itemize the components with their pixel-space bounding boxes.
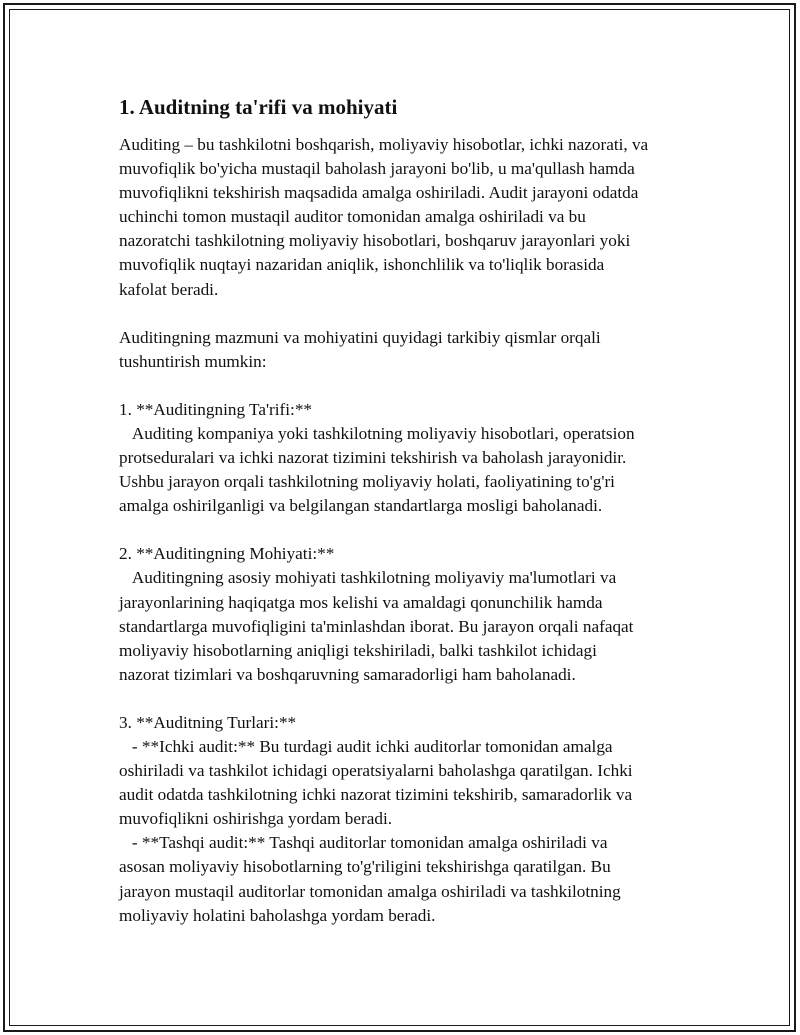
section-body-definition: Auditing kompaniya yoki tashkilotning moliyaviy hisobotlari, operatsion protseduralari va ichki nazorat tizimini tekshirish va baholash jarayonidir. Ushbu jarayon orqali tashkilotning moliyaviy holati, faoliyatining to'g'ri amalga oshirilganligi va belgilangan standartlarga mosligi baholanadi. — [119, 423, 635, 516]
section-body-essence: Auditingning asosiy mohiyati tashkilotning moliyaviy ma'lumotlari va jarayonlarining haqiqatga mos kelishi va amaldagi qonunchilik hamda standartlarga muvofiqligini ta'minlashdan iborat. Bu jarayon orqali nafaqat moliyaviy hisobotlarning aniqligi tekshiriladi, balki tashkilot ichidagi nazorat tizimlari va boshqaruvning samaradorligi ham baholanadi. — [119, 568, 634, 684]
lead-paragraph: Auditingning mazmuni va mohiyatini quyidagi tarkibiy qismlar orqali tushuntirish mumkin: — [119, 327, 601, 371]
paragraph-gap — [119, 374, 709, 398]
paragraph-gap — [119, 302, 709, 326]
paragraph-gap — [119, 518, 709, 542]
section-heading-types: 3. **Auditning Turlari:** — [119, 712, 297, 732]
section-heading-definition: 1. **Auditingning Ta'rifi:** — [119, 399, 313, 419]
section-body-types: - **Ichki audit:** Bu turdagi audit ichki auditorlar tomonidan amalga oshiriladi va tashkilot ichidagi operatsiyalarni baholashga qaratilgan. Ichki audit odatda tashkilotning ichki nazorat tizimini tekshirib, samaradorlik va muvofiqlikni oshirishga yordam beradi. - **Tashqi audit:** Tashqi auditorlar tomonidan amalga oshiriladi va asosan moliyaviy hisobotlarning to'g'riligini tekshirishga qaratilgan. Bu jarayon mustaqil auditorlar tomonidan amalga oshiriladi va tashkilotning moliyaviy holatini baholashga yordam beradi. — [119, 736, 633, 925]
section-heading-essence: 2. **Auditingning Mohiyati:** — [119, 544, 335, 564]
document-body — [119, 93, 709, 928]
paragraph-gap — [119, 687, 709, 711]
intro-paragraph: Auditing – bu tashkilotni boshqarish, moliyaviy hisobotlar, ichki nazorati, va muvofiqlik bo'yicha mustaqil baholash jarayoni bo'lib, u ma'qullash hamda muvofiqlikni tekshirish maqsadida amalga oshiriladi. Audit jarayoni odatda uchinchi tomon mustaqil auditor tomonidan amalga oshiriladi va bu nazoratchi tashkilotning moliyaviy hisobotlari, boshqaruv jarayonlari yoki muvofiqlik nuqtayi nazaridan aniqlik, ishonchlilik va to'liqlik borasida kafolat beradi. — [119, 135, 649, 299]
page-title: 1. Auditning ta'rifi va mohiyati — [119, 95, 398, 119]
